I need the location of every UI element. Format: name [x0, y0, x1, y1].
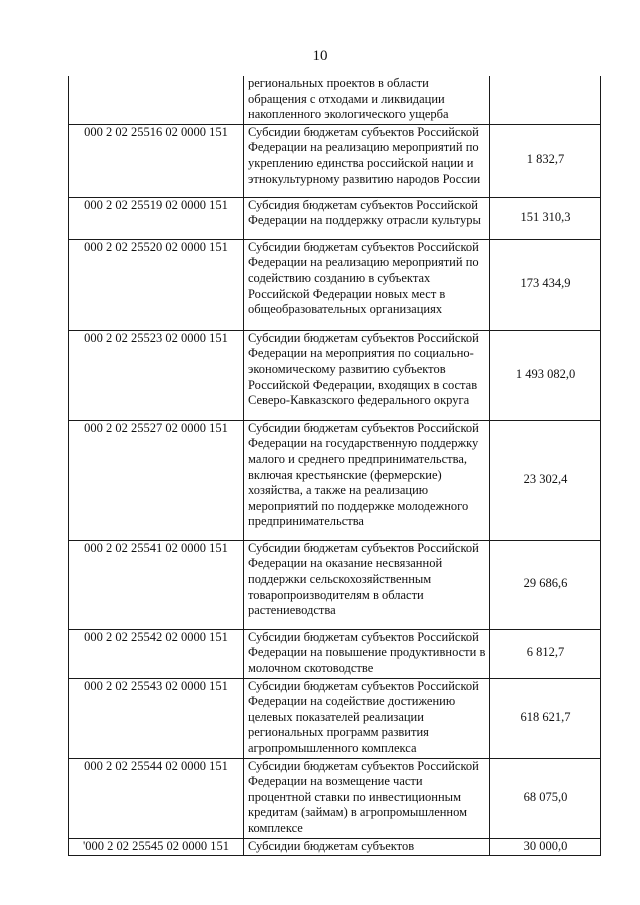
amount-cell: 151 310,3: [490, 197, 601, 239]
table-row: [69, 420, 601, 540]
table-row: [69, 540, 601, 629]
amount-cell: 618 621,7: [490, 678, 601, 758]
amount-cell: 68 075,0: [490, 758, 601, 838]
budget-code-cell: 000 2 02 25541 02 0000 151: [69, 540, 244, 629]
table-row: [69, 629, 601, 678]
table-row: [69, 838, 601, 856]
budget-code-cell: 000 2 02 25519 02 0000 151: [69, 197, 244, 239]
budget-code-cell: [69, 76, 244, 124]
budget-code-cell: 000 2 02 25527 02 0000 151: [69, 420, 244, 540]
table-row: [69, 330, 601, 420]
budget-code-cell: 000 2 02 25544 02 0000 151: [69, 758, 244, 838]
amount-cell: 173 434,9: [490, 239, 601, 330]
table-row: [69, 197, 601, 239]
amount-cell: 29 686,6: [490, 540, 601, 629]
description-cell: Субсидии бюджетам субъектов Российской Федерации на реализацию мероприятий по содействию созданию в субъектах Российской Федерации новых мест в общеобразовательных организациях: [244, 239, 490, 330]
budget-code-cell: 000 2 02 25516 02 0000 151: [69, 124, 244, 197]
description-cell: Субсидии бюджетам субъектов: [244, 838, 490, 856]
description-cell: Субсидии бюджетам субъектов Российской Федерации на государственную поддержку малого и среднего предпринимательства, включая крестьянские (фермерские) хозяйства, а также на реализацию мероприятий по поддержке молодежного предпринимательства: [244, 420, 490, 540]
budget-code-cell: 000 2 02 25542 02 0000 151: [69, 629, 244, 678]
description-cell: Субсидии бюджетам субъектов Российской Федерации на повышение продуктивности в молочном скотоводстве: [244, 629, 490, 678]
budget-code-cell: 000 2 02 25543 02 0000 151: [69, 678, 244, 758]
description-cell: Субсидии бюджетам субъектов Российской Федерации на содействие достижению целевых показателей реализации региональных программ развития агропромышленного комплекса: [244, 678, 490, 758]
amount-cell: 1 493 082,0: [490, 330, 601, 420]
amount-cell: 1 832,7: [490, 124, 601, 197]
description-cell: региональных проектов в области обращения с отходами и ликвидации накопленного экологического ущерба: [244, 76, 490, 124]
amount-cell: 23 302,4: [490, 420, 601, 540]
table-row: [69, 76, 601, 124]
budget-code-cell: '000 2 02 25545 02 0000 151: [69, 838, 244, 856]
description-cell: Субсидии бюджетам субъектов Российской Федерации на оказание несвязанной поддержки сельскохозяйственным товаропроизводителям в области растениеводства: [244, 540, 490, 629]
description-cell: Субсидии бюджетам субъектов Российской Федерации на мероприятия по социально-экономическому развитию субъектов Российской Федерации, входящих в состав Северо-Кавказского федерального округа: [244, 330, 490, 420]
amount-cell: [490, 76, 601, 124]
page-number: 10: [312, 48, 328, 64]
description-cell: Субсидии бюджетам субъектов Российской Федерации на возмещение части процентной ставки по инвестиционным кредитам (займам) в агропромышленном комплексе: [244, 758, 490, 838]
amount-cell: 6 812,7: [490, 629, 601, 678]
budget-revenue-table: [68, 76, 601, 856]
budget-code-cell: 000 2 02 25520 02 0000 151: [69, 239, 244, 330]
table-row: [69, 678, 601, 758]
amount-cell: 30 000,0: [490, 838, 601, 856]
description-cell: Субсидия бюджетам субъектов Российской Федерации на поддержку отрасли культуры: [244, 197, 490, 239]
table-row: [69, 758, 601, 838]
budget-code-cell: 000 2 02 25523 02 0000 151: [69, 330, 244, 420]
description-cell: Субсидии бюджетам субъектов Российской Федерации на реализацию мероприятий по укреплению единства российской нации и этнокультурному развитию народов России: [244, 124, 490, 197]
table-row: [69, 124, 601, 197]
table-row: [69, 239, 601, 330]
